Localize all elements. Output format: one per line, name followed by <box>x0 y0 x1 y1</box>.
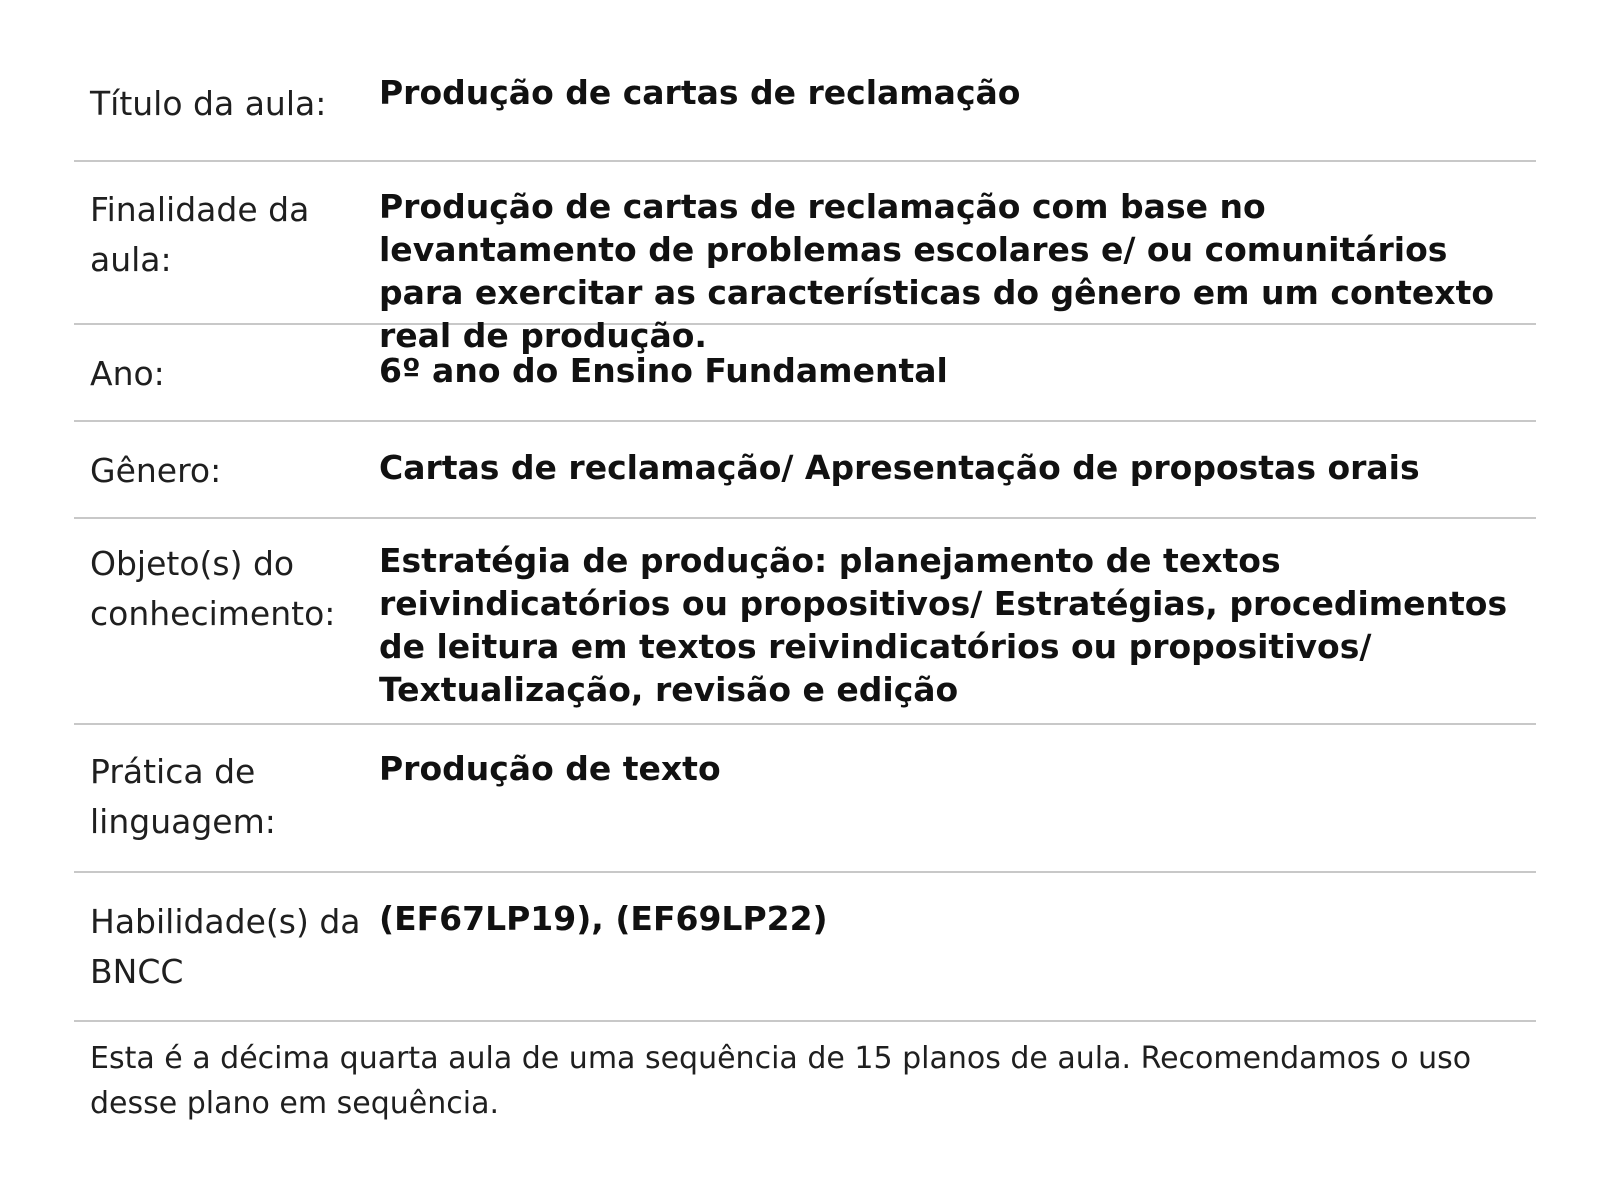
row-genero <box>74 422 1536 519</box>
row-label: Título da aula: <box>90 84 327 123</box>
row-pratica <box>74 725 1536 873</box>
row-label: Ano: <box>90 354 165 393</box>
row-ano <box>74 325 1536 422</box>
row-value: Estratégia de produção: planejamento de textos reivindicatórios ou propositivos/ Estratégias, procedimentos de leitura em textos reivindicatórios ou propositivos/ Textualização, revisão e edição <box>379 541 1508 709</box>
sequence-note: Esta é a décima quarta aula de uma sequência de 15 planos de aula. Recomendamos o uso desse plano em sequência. <box>90 1041 1472 1121</box>
row-value: 6º ano do Ensino Fundamental <box>379 351 948 390</box>
row-label: Objeto(s) do conhecimento: <box>90 544 336 633</box>
row-objetos <box>74 519 1536 725</box>
row-label: Gênero: <box>90 451 222 490</box>
row-value: Produção de cartas de reclamação <box>379 73 1021 112</box>
row-label: Finalidade da aula: <box>90 190 310 279</box>
row-finalidade <box>74 162 1536 355</box>
row-value: Produção de cartas de reclamação com base no levantamento de problemas escolares e/ ou comunitários para exercitar as características do gênero em um contexto real de produção. <box>379 187 1495 355</box>
row-label: Prática de linguagem: <box>90 752 276 841</box>
row-titulo <box>74 55 1536 162</box>
lesson-plan-table <box>74 55 1536 1126</box>
row-value: Produção de texto <box>379 749 721 788</box>
row-habilidades <box>74 873 1536 1022</box>
row-value: (EF67LP19), (EF69LP22) <box>379 899 828 938</box>
row-value: Cartas de reclamação/ Apresentação de propostas orais <box>379 448 1420 487</box>
row-label: Habilidade(s) da BNCC <box>90 902 361 991</box>
